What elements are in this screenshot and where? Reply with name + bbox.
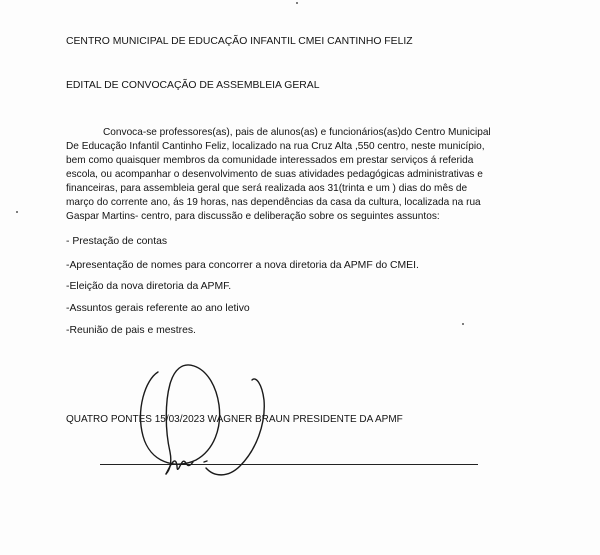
agenda-item: -Apresentação de nomes para concorrer a nova diretoria da APMF do CMEI. — [66, 260, 419, 271]
agenda-item: -Assuntos gerais referente ao ano letivo — [66, 303, 250, 314]
signature-line-text: QUATRO PONTES 15/03/2023 WAGNER BRAUN PRESIDENTE DA APMF — [66, 414, 403, 425]
paragraph-line: escola, ou acompanhar o desenvolvimento de suas atividades pedagógicas administrativas e — [66, 169, 483, 180]
paragraph-line: Gaspar Martins- centro, para discussão e deliberação sobre os seguintes assuntos: — [66, 211, 440, 222]
paragraph-line: Convoca-se professores(as), pais de alunos(as) e funcionários(as)do Centro Municipal — [103, 127, 491, 138]
agenda-item: - Prestação de contas — [66, 236, 168, 247]
agenda-item: -Eleição da nova diretoria da APMF. — [66, 281, 232, 292]
paragraph-line: bem como quaisquer membros da comunidade interessados em prestar serviços á referida — [66, 155, 474, 166]
agenda-item: -Reunião de pais e mestres. — [66, 325, 196, 336]
paragraph-line: março do corrente ano, ás 19 horas, nas dependências da casa da cultura, localizada na rua — [66, 197, 481, 208]
notice-title: EDITAL DE CONVOCAÇÃO DE ASSEMBLEIA GERAL — [66, 80, 320, 91]
institution-name: CENTRO MUNICIPAL DE EDUCAÇÃO INFANTIL CMEI CANTINHO FELIZ — [66, 36, 413, 47]
paragraph-line: financeiras, para assembleia geral que será realizada aos 31(trinta e um ) dias do mês de — [66, 183, 468, 194]
paragraph-line: De Educação Infantil Cantinho Feliz, localizado na rua Cruz Alta ,550 centro, neste município, — [66, 141, 485, 152]
